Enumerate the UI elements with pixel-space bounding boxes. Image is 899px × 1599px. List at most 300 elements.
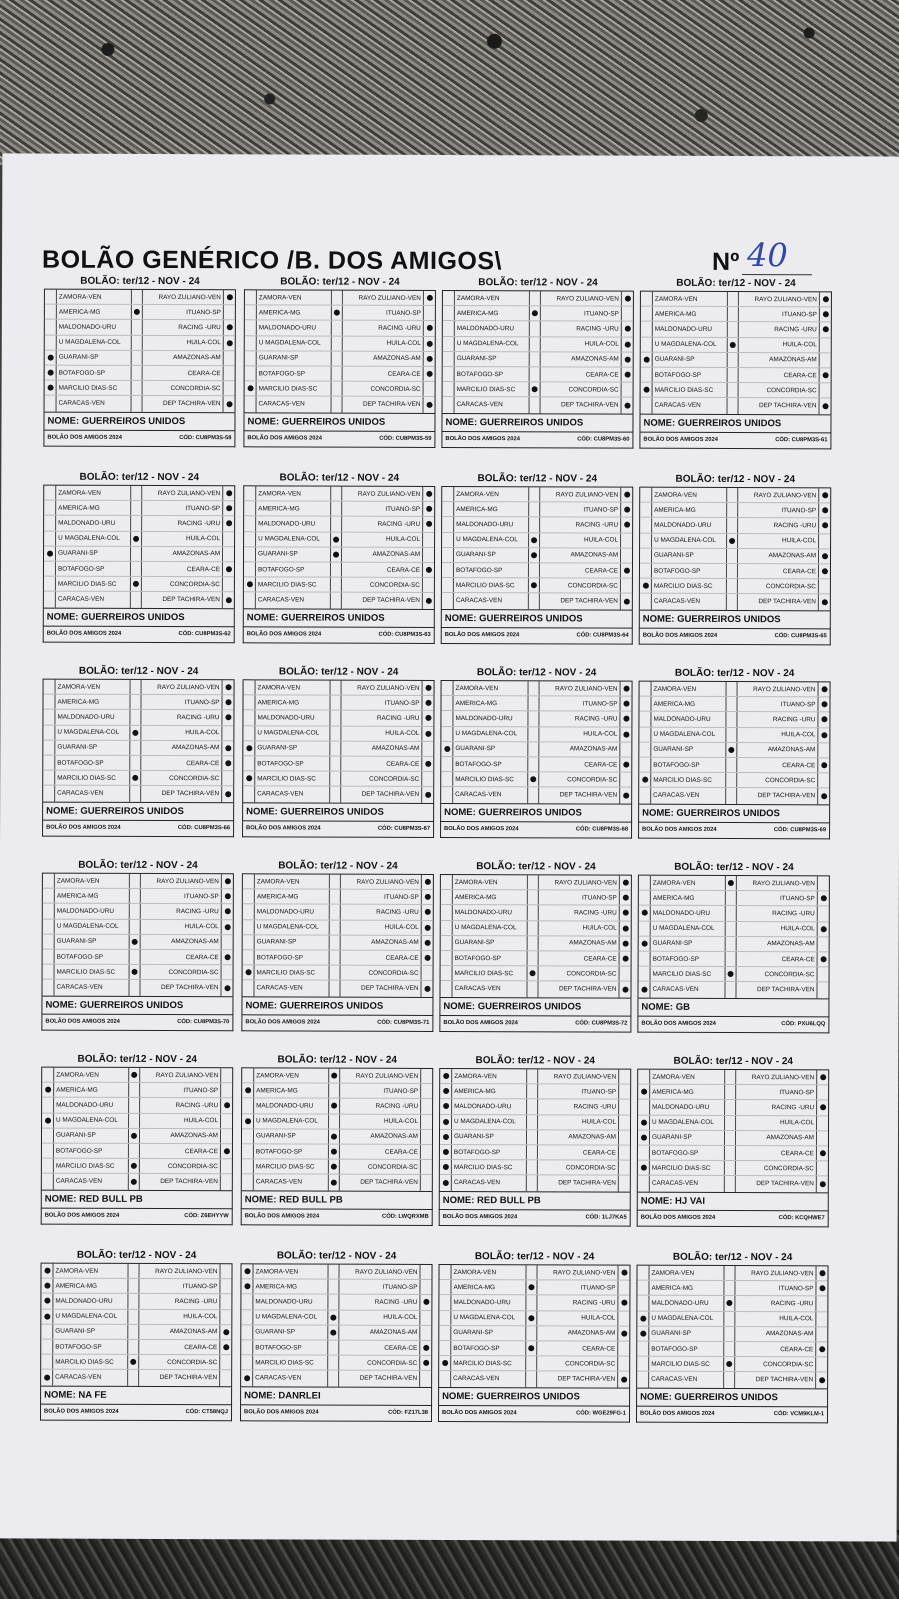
away-team: AMAZONAS-AM [143, 351, 224, 365]
card-title: BOLÃO: ter/12 - NOV - 24 [78, 665, 199, 678]
draw-pick-cell [131, 531, 142, 545]
match-row [639, 758, 829, 774]
home-team: U MAGDALENA-COL [254, 726, 330, 740]
away-team: HUILA-COL [541, 337, 622, 351]
away-pick-cell [820, 383, 831, 397]
home-pick-cell [42, 980, 53, 995]
away-pick-cell [820, 399, 831, 414]
home-pick-cell [639, 788, 650, 803]
away-pick-cell [223, 486, 234, 500]
home-team: U MAGDALENA-COL [651, 533, 727, 547]
ticket-card [439, 1055, 632, 1226]
away-team: AMAZONAS-AM [738, 549, 819, 563]
draw-pick-cell [724, 1327, 735, 1341]
home-pick-cell [640, 533, 651, 547]
away-pick-cell [816, 1297, 827, 1311]
away-pick-cell [619, 1146, 630, 1160]
away-team: DEP TACHIRA-VEN [540, 594, 621, 609]
draw-pick-cell [331, 487, 342, 501]
away-pick-cell [817, 1146, 828, 1160]
home-team: GUARANI-SP [452, 742, 528, 756]
away-pick-cell [618, 1372, 629, 1387]
home-pick-cell [243, 920, 254, 934]
draw-pick-cell [129, 1174, 140, 1189]
home-team: BOTAFOGO-SP [450, 1341, 526, 1355]
away-team: ITUANO-SP [539, 890, 620, 904]
away-team: DEP TACHIRA-VEN [340, 1175, 421, 1190]
pick-mark [225, 745, 231, 751]
home-team: CARACAS-VEN [453, 593, 529, 608]
home-pick-cell [641, 307, 652, 321]
away-pick-cell [421, 1099, 432, 1113]
away-pick-cell [817, 1070, 828, 1084]
away-team: RAYO ZULIANO-VEN [540, 487, 621, 501]
away-pick-cell [816, 1266, 827, 1280]
draw-pick-cell [725, 1161, 736, 1175]
home-pick-cell [638, 1161, 649, 1175]
home-pick-cell [439, 1341, 450, 1355]
home-pick-cell [441, 951, 452, 965]
pick-mark [821, 702, 827, 708]
pick-mark [442, 1180, 448, 1186]
away-pick-cell [424, 321, 435, 335]
home-pick-cell [641, 292, 652, 306]
pick-mark [642, 583, 648, 589]
draw-pick-cell [724, 1342, 735, 1356]
home-pick-cell [41, 1324, 52, 1338]
match-row [441, 936, 631, 952]
draw-pick-cell [530, 352, 541, 366]
home-pick-cell [638, 982, 649, 997]
home-team: GUARANI-SP [451, 1130, 527, 1144]
draw-pick-cell [329, 1160, 340, 1174]
away-team: CEARA-CE [141, 950, 222, 964]
home-team: BOTAFOGO-SP [649, 1146, 725, 1160]
away-team: DEP TACHIRA-VEN [538, 1176, 619, 1191]
participant-name: NOME: GUERREIROS UNIDOS [440, 803, 632, 822]
away-team: RACING -URU [141, 710, 222, 724]
draw-pick-cell [331, 517, 342, 531]
away-team: RAYO ZULIANO-VEN [340, 1069, 421, 1083]
away-pick-cell [420, 1265, 431, 1279]
away-pick-cell [618, 1342, 629, 1356]
home-pick-cell [441, 742, 452, 756]
pick-mark [331, 1164, 337, 1170]
card-footer [241, 1209, 433, 1226]
home-team: BOTAFOGO-SP [453, 563, 529, 577]
match-row [640, 488, 830, 504]
home-team: BOTAFOGO-SP [651, 564, 727, 578]
away-pick-cell [424, 367, 435, 381]
away-pick-cell [622, 322, 633, 336]
pick-mark [530, 970, 536, 976]
home-pick-cell [641, 398, 652, 413]
draw-pick-cell [128, 1309, 139, 1323]
home-pick-cell [439, 1280, 450, 1294]
match-row [641, 337, 831, 353]
away-pick-cell [817, 1177, 828, 1192]
ticket-code: CÓD: CU8PM3S-62 [178, 631, 231, 638]
pick-mark [132, 775, 138, 781]
draw-pick-cell [725, 982, 736, 997]
pick-mark [423, 1360, 429, 1366]
away-pick-cell [820, 292, 831, 306]
footer-label: BOLÃO DOS AMIGOS 2024 [640, 1410, 715, 1417]
match-row [243, 965, 433, 981]
away-team: HUILA-COL [341, 920, 422, 934]
handwritten-ticket-number: 40 [747, 236, 788, 275]
away-team: RAYO ZULIANO-VEN [737, 876, 818, 890]
away-pick-cell [818, 891, 829, 905]
home-team: BOTAFOGO-SP [652, 368, 728, 382]
away-team: AMAZONAS-AM [341, 935, 422, 949]
pick-mark [246, 776, 252, 782]
away-pick-cell [222, 935, 233, 949]
pick-mark [623, 716, 629, 722]
match-row [638, 1146, 828, 1162]
draw-pick-cell [129, 1129, 140, 1143]
home-pick-cell [443, 397, 454, 412]
pick-mark [226, 521, 232, 527]
pick-mark [821, 793, 827, 799]
away-pick-cell [424, 306, 435, 320]
home-team: ZAMORA-VEN [56, 290, 132, 304]
away-pick-cell [621, 518, 632, 532]
away-pick-cell [816, 1373, 827, 1388]
away-team: RAYO ZULIANO-VEN [735, 1266, 816, 1280]
away-team: DEP TACHIRA-VEN [141, 786, 222, 801]
pick-mark [330, 1329, 336, 1335]
home-pick-cell [43, 740, 54, 754]
draw-pick-cell [130, 695, 141, 709]
away-team: ITUANO-SP [143, 305, 224, 319]
home-team: U MAGDALENA-COL [452, 727, 528, 741]
home-team: MALDONADO-URU [254, 711, 330, 725]
draw-pick-cell [329, 1114, 340, 1128]
home-pick-cell [637, 1311, 648, 1325]
home-pick-cell [442, 533, 453, 547]
pick-mark [224, 924, 230, 930]
home-pick-cell [43, 725, 54, 739]
draw-pick-cell [131, 577, 142, 591]
home-pick-cell [43, 874, 54, 888]
pick-mark [623, 701, 629, 707]
draw-pick-cell [527, 1069, 538, 1083]
card-title: BOLÃO: ter/12 - NOV - 24 [674, 861, 794, 874]
draw-pick-cell [726, 743, 737, 757]
home-pick-cell [439, 1311, 450, 1325]
home-team: MALDONADO-URU [53, 1098, 129, 1112]
match-row [244, 532, 434, 548]
match-row [441, 966, 631, 982]
away-team: AMAZONAS-AM [539, 936, 620, 950]
match-row [442, 487, 632, 503]
home-team: AMERICA-MG [252, 1280, 328, 1294]
home-team: CARACAS-VEN [55, 592, 131, 607]
card-title: BOLÃO: ter/12 - NOV - 24 [79, 471, 200, 484]
home-team: CARACAS-VEN [56, 396, 132, 411]
pick-mark [623, 686, 629, 692]
away-pick-cell [618, 1266, 629, 1280]
match-row [641, 398, 831, 414]
home-pick-cell [440, 1130, 451, 1144]
away-team: DEP TACHIRA-VEN [139, 1370, 220, 1385]
footer-label: BOLÃO DOS AMIGOS 2024 [46, 630, 122, 637]
home-team: U MAGDALENA-COL [450, 1311, 526, 1325]
pick-mark [424, 879, 430, 885]
match-row [41, 1370, 231, 1386]
away-pick-cell [621, 579, 632, 593]
match-list [636, 1265, 828, 1389]
home-pick-cell [244, 577, 255, 591]
pick-mark [426, 506, 432, 512]
home-pick-cell [45, 335, 56, 349]
home-pick-cell [241, 1340, 252, 1354]
ticket-code: CÓD: CU8PM3S-58 [179, 435, 232, 442]
away-team: RAYO ZULIANO-VEN [541, 291, 622, 305]
match-row [43, 710, 233, 726]
away-team: ITUANO-SP [141, 889, 222, 903]
draw-pick-cell [129, 980, 140, 995]
match-row [639, 773, 829, 789]
footer-label: BOLÃO DOS AMIGOS 2024 [442, 1409, 517, 1417]
card-title: BOLÃO: ter/12 - NOV - 24 [278, 860, 398, 872]
home-pick-cell [439, 1265, 450, 1279]
draw-pick-cell [530, 306, 541, 320]
home-pick-cell [442, 681, 453, 695]
away-pick-cell [621, 533, 632, 547]
home-pick-cell [245, 321, 256, 335]
home-pick-cell [440, 1115, 451, 1129]
match-row [244, 486, 434, 502]
match-row [638, 1085, 828, 1101]
away-team: RAYO ZULIANO-VEN [739, 292, 820, 306]
card-title: BOLÃO: ter/12 - NOV - 24 [676, 277, 796, 290]
match-row [441, 696, 631, 712]
draw-pick-cell [129, 1068, 140, 1082]
pick-mark [822, 492, 828, 498]
match-row [442, 578, 632, 594]
draw-pick-cell [130, 874, 141, 888]
ticket-card [41, 1054, 234, 1225]
away-pick-cell [620, 921, 631, 935]
away-pick-cell [221, 1068, 232, 1082]
home-team: MALDONADO-URU [52, 1294, 128, 1308]
pick-mark [624, 326, 630, 332]
draw-pick-cell [728, 292, 739, 306]
away-team: CONCORDIA-SC [141, 771, 222, 785]
draw-pick-cell [528, 966, 539, 980]
away-pick-cell [621, 488, 632, 502]
pick-mark [224, 954, 230, 960]
card-footer [43, 430, 235, 447]
home-team: GUARANI-SP [54, 934, 130, 948]
pick-mark [45, 1117, 51, 1123]
match-row [245, 290, 435, 306]
draw-pick-cell [724, 1312, 735, 1326]
pick-mark [621, 1330, 627, 1336]
participant-name: NOME: GUERREIROS UNIDOS [43, 608, 235, 627]
away-team: RACING -URU [140, 1098, 221, 1112]
away-pick-cell [622, 292, 633, 306]
away-pick-cell [422, 905, 433, 919]
away-pick-cell [222, 741, 233, 755]
draw-pick-cell [329, 1175, 340, 1190]
draw-pick-cell [725, 1116, 736, 1130]
away-team: CONCORDIA-SC [142, 577, 223, 591]
home-pick-cell [641, 352, 652, 366]
match-row [439, 1356, 629, 1372]
draw-pick-cell [130, 950, 141, 964]
ticket-card [241, 1054, 434, 1225]
match-row [241, 1264, 431, 1280]
home-team: ZAMORA-VEN [651, 682, 727, 696]
home-pick-cell [640, 518, 651, 532]
match-row [639, 697, 829, 713]
draw-pick-cell [724, 1281, 735, 1295]
home-team: MARCILIO DIAS-SC [56, 381, 132, 395]
card-title: BOLÃO: ter/12 - NOV - 24 [477, 473, 598, 485]
footer-label: BOLÃO DOS AMIGOS 2024 [442, 1213, 518, 1221]
home-team: AMERICA-MG [53, 1083, 129, 1097]
match-row [44, 680, 234, 696]
pick-mark [640, 1135, 646, 1141]
away-team: AMAZONAS-AM [142, 547, 223, 561]
away-team: CEARA-CE [736, 1146, 817, 1160]
away-team: RACING -URU [539, 712, 620, 726]
home-pick-cell [245, 336, 256, 350]
draw-pick-cell [725, 1100, 736, 1114]
pick-mark [246, 745, 252, 751]
pick-mark [621, 1377, 627, 1383]
pick-mark [622, 880, 628, 886]
match-row [243, 787, 433, 803]
home-team: MARCILIO DIAS-SC [652, 383, 728, 397]
away-team: ITUANO-SP [140, 1083, 221, 1097]
match-row [243, 726, 433, 742]
match-row [638, 1130, 828, 1146]
pick-mark [443, 1073, 449, 1079]
away-team: CONCORDIA-SC [140, 1159, 221, 1173]
pick-mark [426, 341, 432, 347]
pick-mark [47, 385, 53, 391]
away-team: HUILA-COL [342, 532, 423, 546]
match-row [641, 307, 831, 323]
home-pick-cell [243, 935, 254, 949]
home-pick-cell [43, 934, 54, 948]
home-team: CARACAS-VEN [451, 1175, 527, 1190]
pick-mark [244, 1375, 250, 1381]
match-row [45, 320, 235, 336]
home-team: ZAMORA-VEN [453, 487, 529, 501]
pick-mark [44, 1298, 50, 1304]
home-team: MALDONADO-URU [56, 320, 132, 334]
match-row [441, 711, 631, 727]
pick-mark [822, 296, 828, 302]
home-team: MARCILIO DIAS-SC [649, 1161, 725, 1175]
draw-pick-cell [526, 1341, 537, 1355]
draw-pick-cell [128, 1294, 139, 1308]
home-pick-cell [241, 1371, 252, 1386]
home-pick-cell [641, 337, 652, 351]
away-pick-cell [420, 1280, 431, 1294]
away-pick-cell [222, 756, 233, 770]
card-title: BOLÃO: ter/12 - NOV - 24 [673, 1055, 794, 1068]
match-list [441, 486, 633, 610]
away-team: RAYO ZULIANO-VEN [342, 487, 423, 501]
match-row [641, 368, 831, 384]
away-team: RACING -URU [737, 712, 818, 726]
home-pick-cell [41, 1370, 52, 1385]
draw-pick-cell [328, 1295, 339, 1309]
match-row [244, 577, 434, 593]
card-footer [439, 1015, 631, 1032]
home-team: ZAMORA-VEN [648, 1266, 724, 1280]
ticket-code: CÓD: CU8PM3S-71 [377, 1019, 430, 1026]
away-pick-cell [224, 290, 235, 304]
match-row [640, 518, 830, 534]
home-team: GUARANI-SP [454, 352, 530, 366]
ticket-code: CÓD: Z6EHYYW [184, 1213, 229, 1220]
draw-pick-cell [331, 547, 342, 561]
home-pick-cell [243, 905, 254, 919]
away-team: DEP TACHIRA-VEN [142, 592, 223, 607]
home-team: GUARANI-SP [651, 548, 727, 562]
away-team: CEARA-CE [540, 563, 621, 577]
home-team: ZAMORA-VEN [256, 290, 332, 304]
home-team: GUARANI-SP [53, 1128, 129, 1142]
home-team: U MAGDALENA-COL [649, 1115, 725, 1129]
home-pick-cell [44, 680, 55, 694]
draw-pick-cell [332, 321, 343, 335]
home-pick-cell [243, 695, 254, 709]
draw-pick-cell [726, 697, 737, 711]
draw-pick-cell [528, 696, 539, 710]
home-pick-cell [440, 1099, 451, 1113]
home-pick-cell [640, 682, 651, 696]
away-team: ITUANO-SP [539, 697, 620, 711]
home-pick-cell [44, 516, 55, 530]
home-team: ZAMORA-VEN [55, 486, 131, 500]
draw-pick-cell [132, 320, 143, 334]
away-team: RAYO ZULIANO-VEN [142, 486, 223, 500]
away-pick-cell [424, 382, 435, 396]
home-team: BOTAFOGO-SP [650, 952, 726, 966]
away-team: ITUANO-SP [341, 890, 422, 904]
away-pick-cell [422, 920, 433, 934]
draw-pick-cell [724, 1296, 735, 1310]
pick-mark [819, 1270, 825, 1276]
home-pick-cell [639, 952, 650, 966]
away-pick-cell [224, 305, 235, 319]
away-team: ITUANO-SP [737, 891, 818, 905]
away-pick-cell [422, 772, 433, 786]
away-team: CONCORDIA-SC [143, 381, 224, 395]
pick-mark [623, 762, 629, 768]
home-team: MARCILIO DIAS-SC [254, 965, 330, 979]
home-pick-cell [440, 1145, 451, 1159]
away-pick-cell [820, 353, 831, 367]
match-row [640, 503, 830, 519]
home-pick-cell [45, 366, 56, 380]
pick-mark [528, 1315, 534, 1321]
away-pick-cell [818, 937, 829, 951]
pick-mark [821, 599, 827, 605]
card-footer [241, 1015, 433, 1032]
card-footer [243, 627, 435, 644]
away-pick-cell [620, 967, 631, 981]
pick-mark [726, 1300, 732, 1306]
